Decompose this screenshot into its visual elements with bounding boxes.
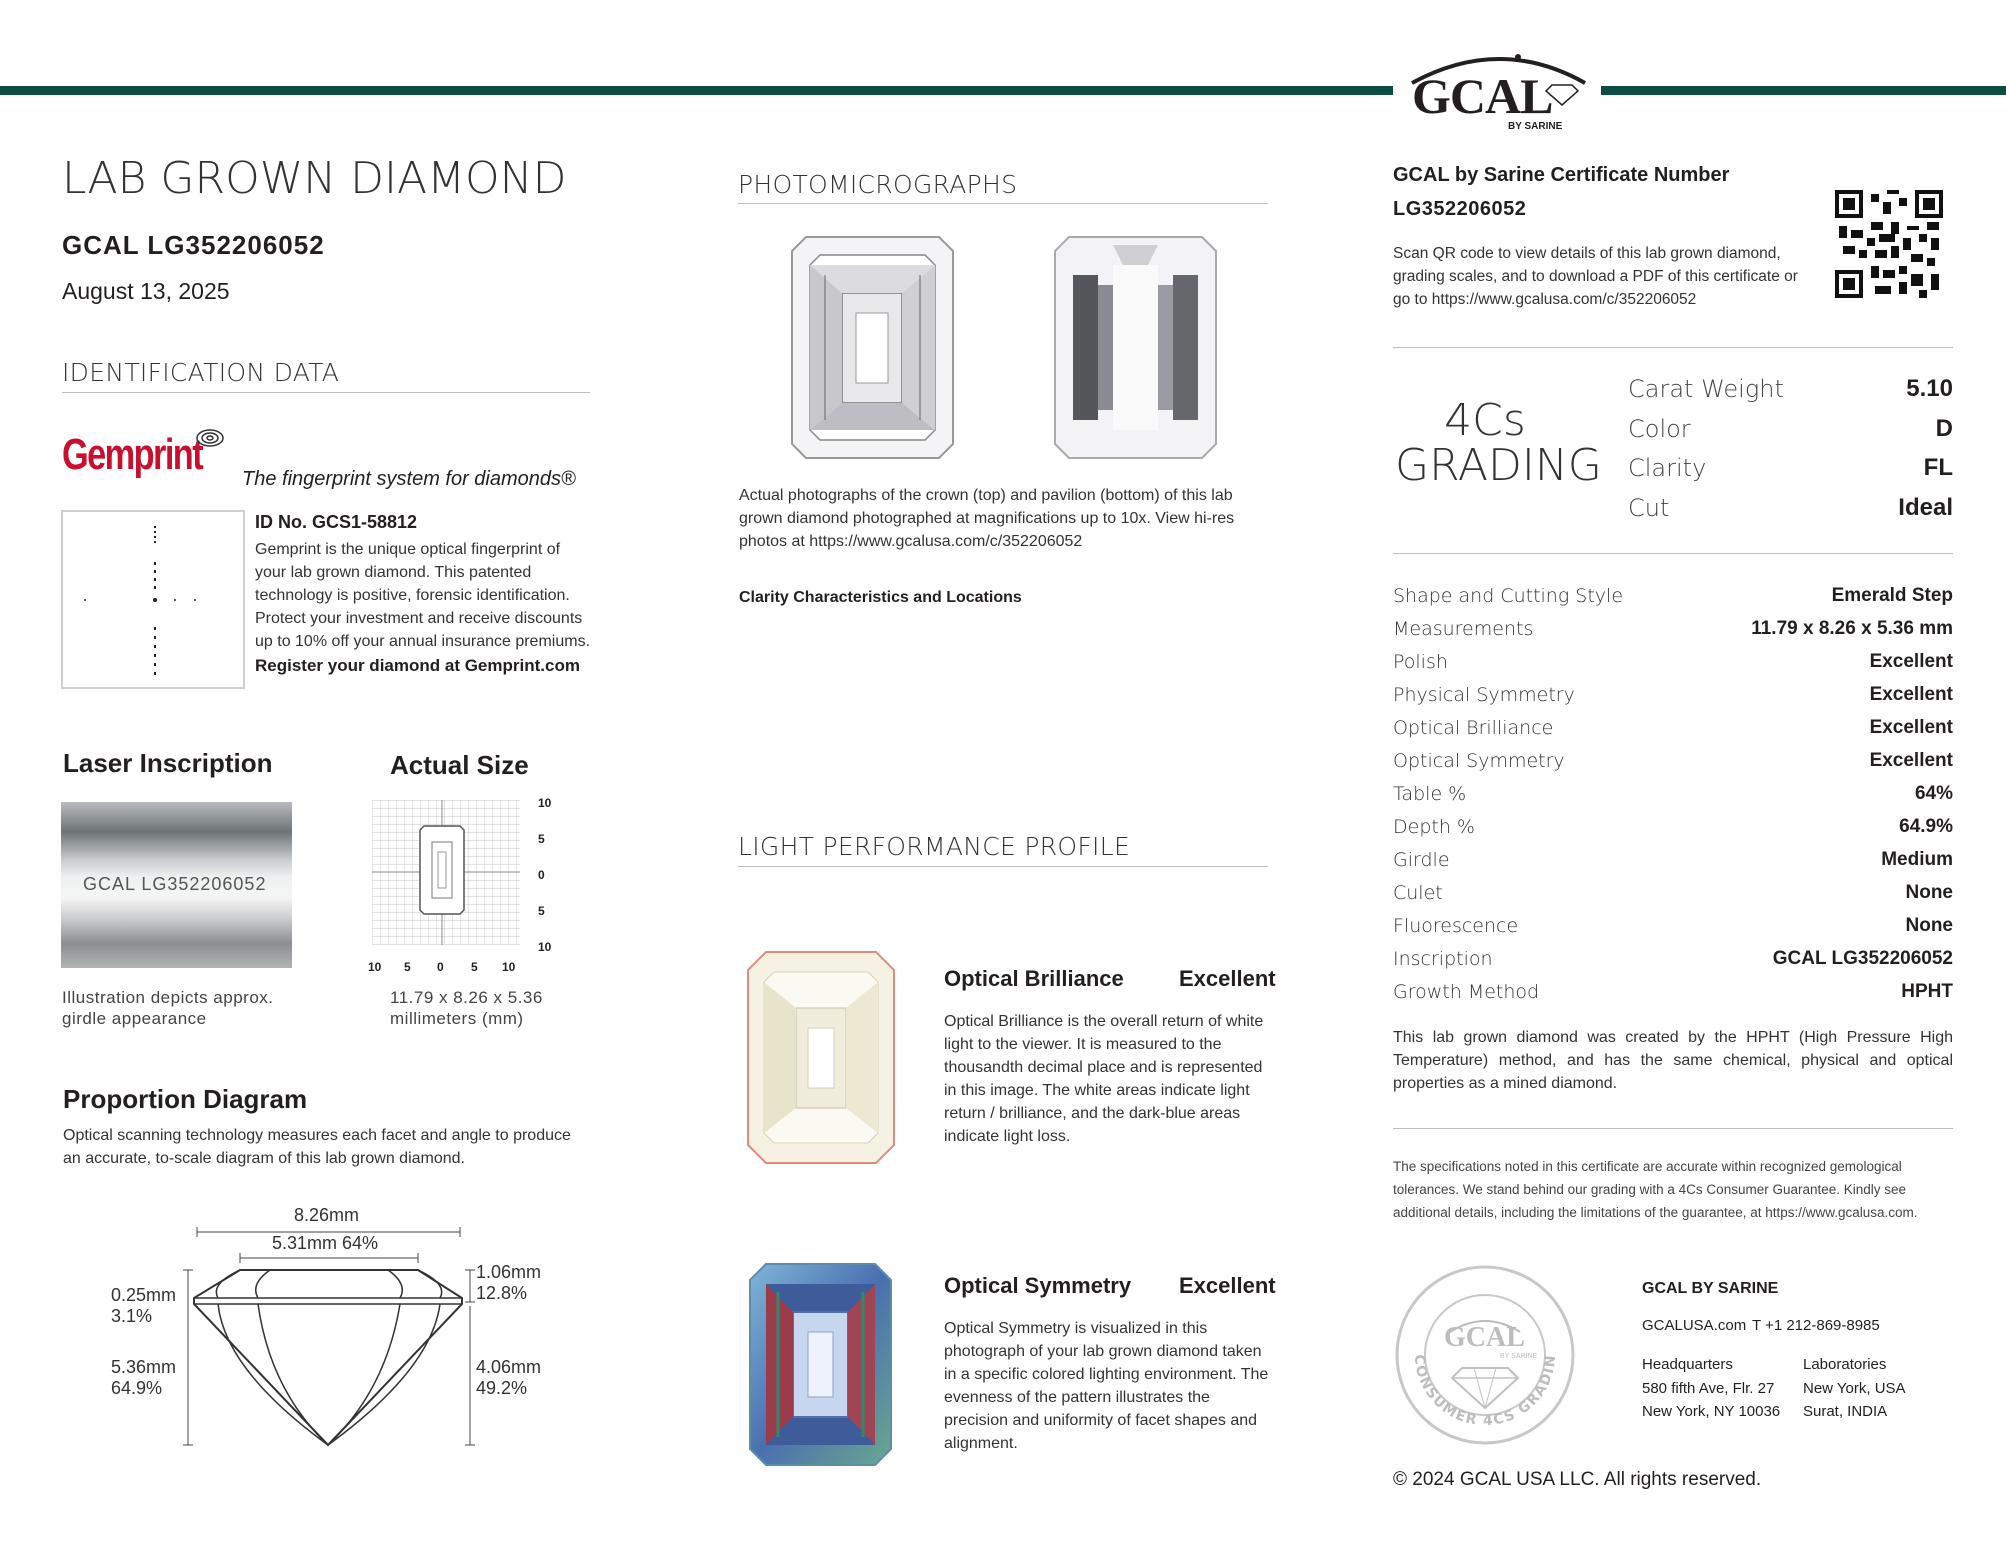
grade-key: Carat Weight bbox=[1628, 375, 1784, 403]
symmetry-text: Optical Symmetry is visualized in this photograph of your lab grown diamond taken in a specific colored lighting environment. The evenness of the pattern illustrates the precision and uniformity of facet shapes and alignment. bbox=[944, 1320, 1269, 1452]
contact-phone: T +1 212-869-8985 bbox=[1752, 1317, 1880, 1334]
tick-right-1: 5 bbox=[538, 832, 545, 846]
identification-title: IDENTIFICATION DATA bbox=[62, 358, 340, 387]
laser-title: Laser Inscription bbox=[63, 748, 273, 778]
grade-row-clarity bbox=[1628, 454, 1953, 482]
gemprint-logo: Gemprint bbox=[62, 430, 203, 479]
hq-label: Headquarters bbox=[1642, 1356, 1733, 1373]
detail-row bbox=[1393, 975, 1953, 1008]
report-id: GCAL LG352206052 bbox=[62, 230, 325, 260]
header-bar-left bbox=[0, 86, 1393, 95]
laser-inscription-image bbox=[61, 802, 292, 968]
hpht-note: This lab grown diamond was created by the HPHT (High Pressure High Temperature) method, and has the same chemical, physical and optical properties as a mined diamond. bbox=[1393, 1029, 1953, 1092]
tick-bottom-0: 10 bbox=[368, 960, 382, 974]
detail-value: Excellent bbox=[1869, 749, 1953, 771]
grade-row-carat bbox=[1628, 375, 1953, 403]
detail-key: Polish bbox=[1393, 650, 1448, 673]
prop-depth-mm: 5.36mm bbox=[111, 1357, 177, 1377]
logo-text: GCAL bbox=[1412, 68, 1553, 124]
detail-value: HPHT bbox=[1901, 980, 1953, 1002]
detail-row bbox=[1393, 744, 1953, 777]
detail-key: Fluorescence bbox=[1393, 914, 1519, 937]
grade-key: Cut bbox=[1628, 494, 1670, 522]
guarantee-seal bbox=[1390, 1260, 1580, 1450]
tick-right-0: 10 bbox=[538, 796, 552, 810]
detail-row bbox=[1393, 909, 1953, 942]
brilliance-value: Excellent bbox=[1179, 966, 1276, 991]
actual-size-caption-1: 11.79 x 8.26 x 5.36 bbox=[390, 988, 543, 1007]
detail-row bbox=[1393, 678, 1953, 711]
divider bbox=[738, 203, 1268, 204]
detail-row bbox=[1393, 645, 1953, 678]
photomicrographs-caption: Actual photographs of the crown (top) and pavilion (bottom) of this lab grown diamond photographed at magnifications up to 10x. View hi-res photos at https://www.gcalusa.com/c/352206052 bbox=[739, 487, 1235, 550]
tick-right-2: 0 bbox=[538, 868, 545, 882]
copyright: © 2024 GCAL USA LLC. All rights reserved. bbox=[1393, 1469, 1762, 1490]
brilliance-text: Optical Brilliance is the overall return of white light to the viewer. It is measured to the thousandth decimal place and is represented in this image. The white areas indicate light return / brilliance, and the dark-blue areas indicate light loss. bbox=[944, 1013, 1264, 1145]
detail-value: Excellent bbox=[1869, 650, 1953, 672]
grade-row-cut bbox=[1628, 494, 1953, 522]
detail-key: Culet bbox=[1393, 881, 1443, 904]
detail-key: Inscription bbox=[1393, 947, 1493, 970]
prop-crown-mm: 1.06mm bbox=[476, 1262, 542, 1282]
divider bbox=[1393, 1128, 1953, 1129]
prop-crown-pct: 12.8% bbox=[476, 1283, 528, 1303]
hq-address-1: 580 fifth Ave, Flr. 27 bbox=[1642, 1380, 1775, 1397]
detail-row bbox=[1393, 579, 1953, 612]
grade-value: FL bbox=[1923, 454, 1953, 481]
laser-caption-2: girdle appearance bbox=[62, 1009, 207, 1028]
laser-caption-1: Illustration depicts approx. bbox=[62, 988, 274, 1007]
detail-value: 64.9% bbox=[1899, 815, 1953, 837]
prop-table: 5.31mm 64% bbox=[272, 1233, 379, 1253]
prop-pavilion-pct: 49.2% bbox=[476, 1378, 528, 1398]
actual-size-grid bbox=[372, 800, 527, 955]
prop-width: 8.26mm bbox=[294, 1205, 360, 1225]
hq-address-2: New York, NY 10036 bbox=[1642, 1403, 1781, 1420]
disclaimer: The specifications noted in this certificate are accurate within recognized gemological tolerances. We stand behind our grading with a 4Cs Consumer Guarantee. Kindly see additional details, including the limitations of the guarantee, at https://www.gcalusa.com. bbox=[1393, 1159, 1918, 1220]
grade-key: Clarity bbox=[1628, 454, 1707, 482]
grade-value: Ideal bbox=[1898, 494, 1953, 521]
qr-text: Scan QR code to view details of this lab grown diamond, grading scales, and to download a PDF of this certificate or go to https://www.gcalusa.com/c/352206052 bbox=[1393, 245, 1798, 308]
symmetry-label: Optical Symmetry bbox=[944, 1273, 1132, 1298]
detail-key: Shape and Cutting Style bbox=[1393, 584, 1624, 607]
divider bbox=[1393, 553, 1953, 554]
page-title: LAB GROWN DIAMOND bbox=[62, 153, 567, 204]
symmetry-image bbox=[748, 1262, 893, 1472]
grade-value: 5.10 bbox=[1906, 375, 1953, 402]
logo-sub: BY SARINE bbox=[1508, 121, 1563, 132]
seal-logo: GCAL bbox=[1444, 1322, 1525, 1353]
prop-girdle-mm: 0.25mm bbox=[111, 1285, 177, 1305]
detail-key: Depth % bbox=[1393, 815, 1475, 838]
lab-address-2: Surat, INDIA bbox=[1803, 1403, 1888, 1420]
detail-key: Growth Method bbox=[1393, 980, 1540, 1003]
divider bbox=[1393, 347, 1953, 348]
lab-address-1: New York, USA bbox=[1803, 1380, 1906, 1397]
crown-photo bbox=[790, 235, 955, 465]
detail-key: Measurements bbox=[1393, 617, 1534, 640]
grade-value: D bbox=[1935, 415, 1953, 442]
diamond-icon bbox=[1452, 1368, 1518, 1408]
divider bbox=[738, 866, 1268, 867]
detail-row bbox=[1393, 777, 1953, 810]
detail-row bbox=[1393, 876, 1953, 909]
detail-value: Excellent bbox=[1869, 683, 1953, 705]
detail-value: Emerald Step bbox=[1831, 584, 1953, 606]
gemprint-id: ID No. GCS1-58812 bbox=[255, 512, 418, 532]
prop-pavilion-mm: 4.06mm bbox=[476, 1357, 542, 1377]
detail-key: Optical Symmetry bbox=[1393, 749, 1565, 772]
tick-right-4: 10 bbox=[538, 940, 552, 954]
light-performance-title: LIGHT PERFORMANCE PROFILE bbox=[738, 832, 1131, 861]
clarity-title: Clarity Characteristics and Locations bbox=[739, 589, 1022, 606]
tick-bottom-2: 0 bbox=[437, 960, 444, 974]
grading-title-2: GRADING bbox=[1395, 440, 1602, 491]
report-date: August 13, 2025 bbox=[62, 278, 230, 304]
prop-girdle-pct: 3.1% bbox=[111, 1306, 153, 1326]
symmetry-value: Excellent bbox=[1179, 1273, 1276, 1298]
detail-value: None bbox=[1905, 881, 1953, 903]
gemprint-description: Gemprint is the unique optical fingerprint of your lab grown diamond. This patented technology is positive, forensic identification. Protect your investment and receive discounts up to 10% off your annual insurance premiums. bbox=[255, 541, 591, 650]
seal-sub: BY SARINE bbox=[1500, 1353, 1538, 1360]
lab-label: Laboratories bbox=[1803, 1356, 1887, 1373]
tick-right-3: 5 bbox=[538, 904, 545, 918]
gemprint-register: Register your diamond at Gemprint.com bbox=[255, 656, 580, 675]
detail-value: Medium bbox=[1881, 848, 1953, 870]
fingerprint-icon bbox=[195, 428, 225, 453]
detail-row bbox=[1393, 942, 1953, 975]
qr-code[interactable] bbox=[1835, 190, 1943, 303]
contact-web[interactable]: GCALUSA.com bbox=[1642, 1317, 1747, 1334]
gcal-logo bbox=[1400, 45, 1595, 135]
detail-key: Physical Symmetry bbox=[1393, 683, 1575, 706]
detail-row bbox=[1393, 810, 1953, 843]
tick-bottom-1: 5 bbox=[404, 960, 411, 974]
detail-value: GCAL LG352206052 bbox=[1772, 947, 1953, 969]
detail-row bbox=[1393, 711, 1953, 744]
gemprint-tagline: The fingerprint system for diamonds® bbox=[242, 468, 576, 490]
actual-size-title: Actual Size bbox=[390, 750, 529, 780]
tick-bottom-3: 5 bbox=[471, 960, 478, 974]
photomicrographs-title: PHOTOMICROGRAPHS bbox=[738, 170, 1018, 199]
tick-bottom-4: 10 bbox=[502, 960, 516, 974]
proportion-diagram bbox=[100, 1200, 580, 1450]
pavilion-photo bbox=[1053, 235, 1218, 465]
grading-title-1: 4Cs bbox=[1444, 395, 1526, 446]
detail-value: 64% bbox=[1914, 782, 1953, 804]
certificate-number: LG352206052 bbox=[1393, 198, 1527, 220]
detail-value: 11.79 x 8.26 x 5.36 mm bbox=[1751, 617, 1953, 639]
actual-size-caption-2: millimeters (mm) bbox=[390, 1009, 524, 1028]
brilliance-label: Optical Brilliance bbox=[944, 966, 1124, 991]
header-bar-right bbox=[1601, 86, 2006, 95]
proportion-description: Optical scanning technology measures each facet and angle to produce an accurate, to-scale diagram of this lab grown diamond. bbox=[63, 1127, 571, 1167]
contact-company: GCAL BY SARINE bbox=[1642, 1280, 1779, 1297]
seal-ring-text: CONSUMER 4CS GRADIN bbox=[1410, 1353, 1560, 1430]
proportion-title: Proportion Diagram bbox=[63, 1084, 308, 1114]
detail-key: Optical Brilliance bbox=[1393, 716, 1554, 739]
prop-depth-pct: 64.9% bbox=[111, 1378, 163, 1398]
certificate-label: GCAL by Sarine Certificate Number bbox=[1393, 164, 1730, 186]
laser-inscription-text: GCAL LG352206052 bbox=[83, 874, 267, 894]
grade-row-color bbox=[1628, 415, 1953, 443]
detail-row bbox=[1393, 843, 1953, 876]
detail-value: None bbox=[1905, 914, 1953, 936]
brilliance-image bbox=[746, 950, 896, 1170]
detail-value: Excellent bbox=[1869, 716, 1953, 738]
detail-key: Girdle bbox=[1393, 848, 1450, 871]
detail-row bbox=[1393, 612, 1953, 645]
gemprint-image bbox=[61, 510, 245, 689]
divider bbox=[62, 392, 590, 393]
grade-key: Color bbox=[1628, 415, 1691, 443]
detail-key: Table % bbox=[1393, 782, 1467, 805]
